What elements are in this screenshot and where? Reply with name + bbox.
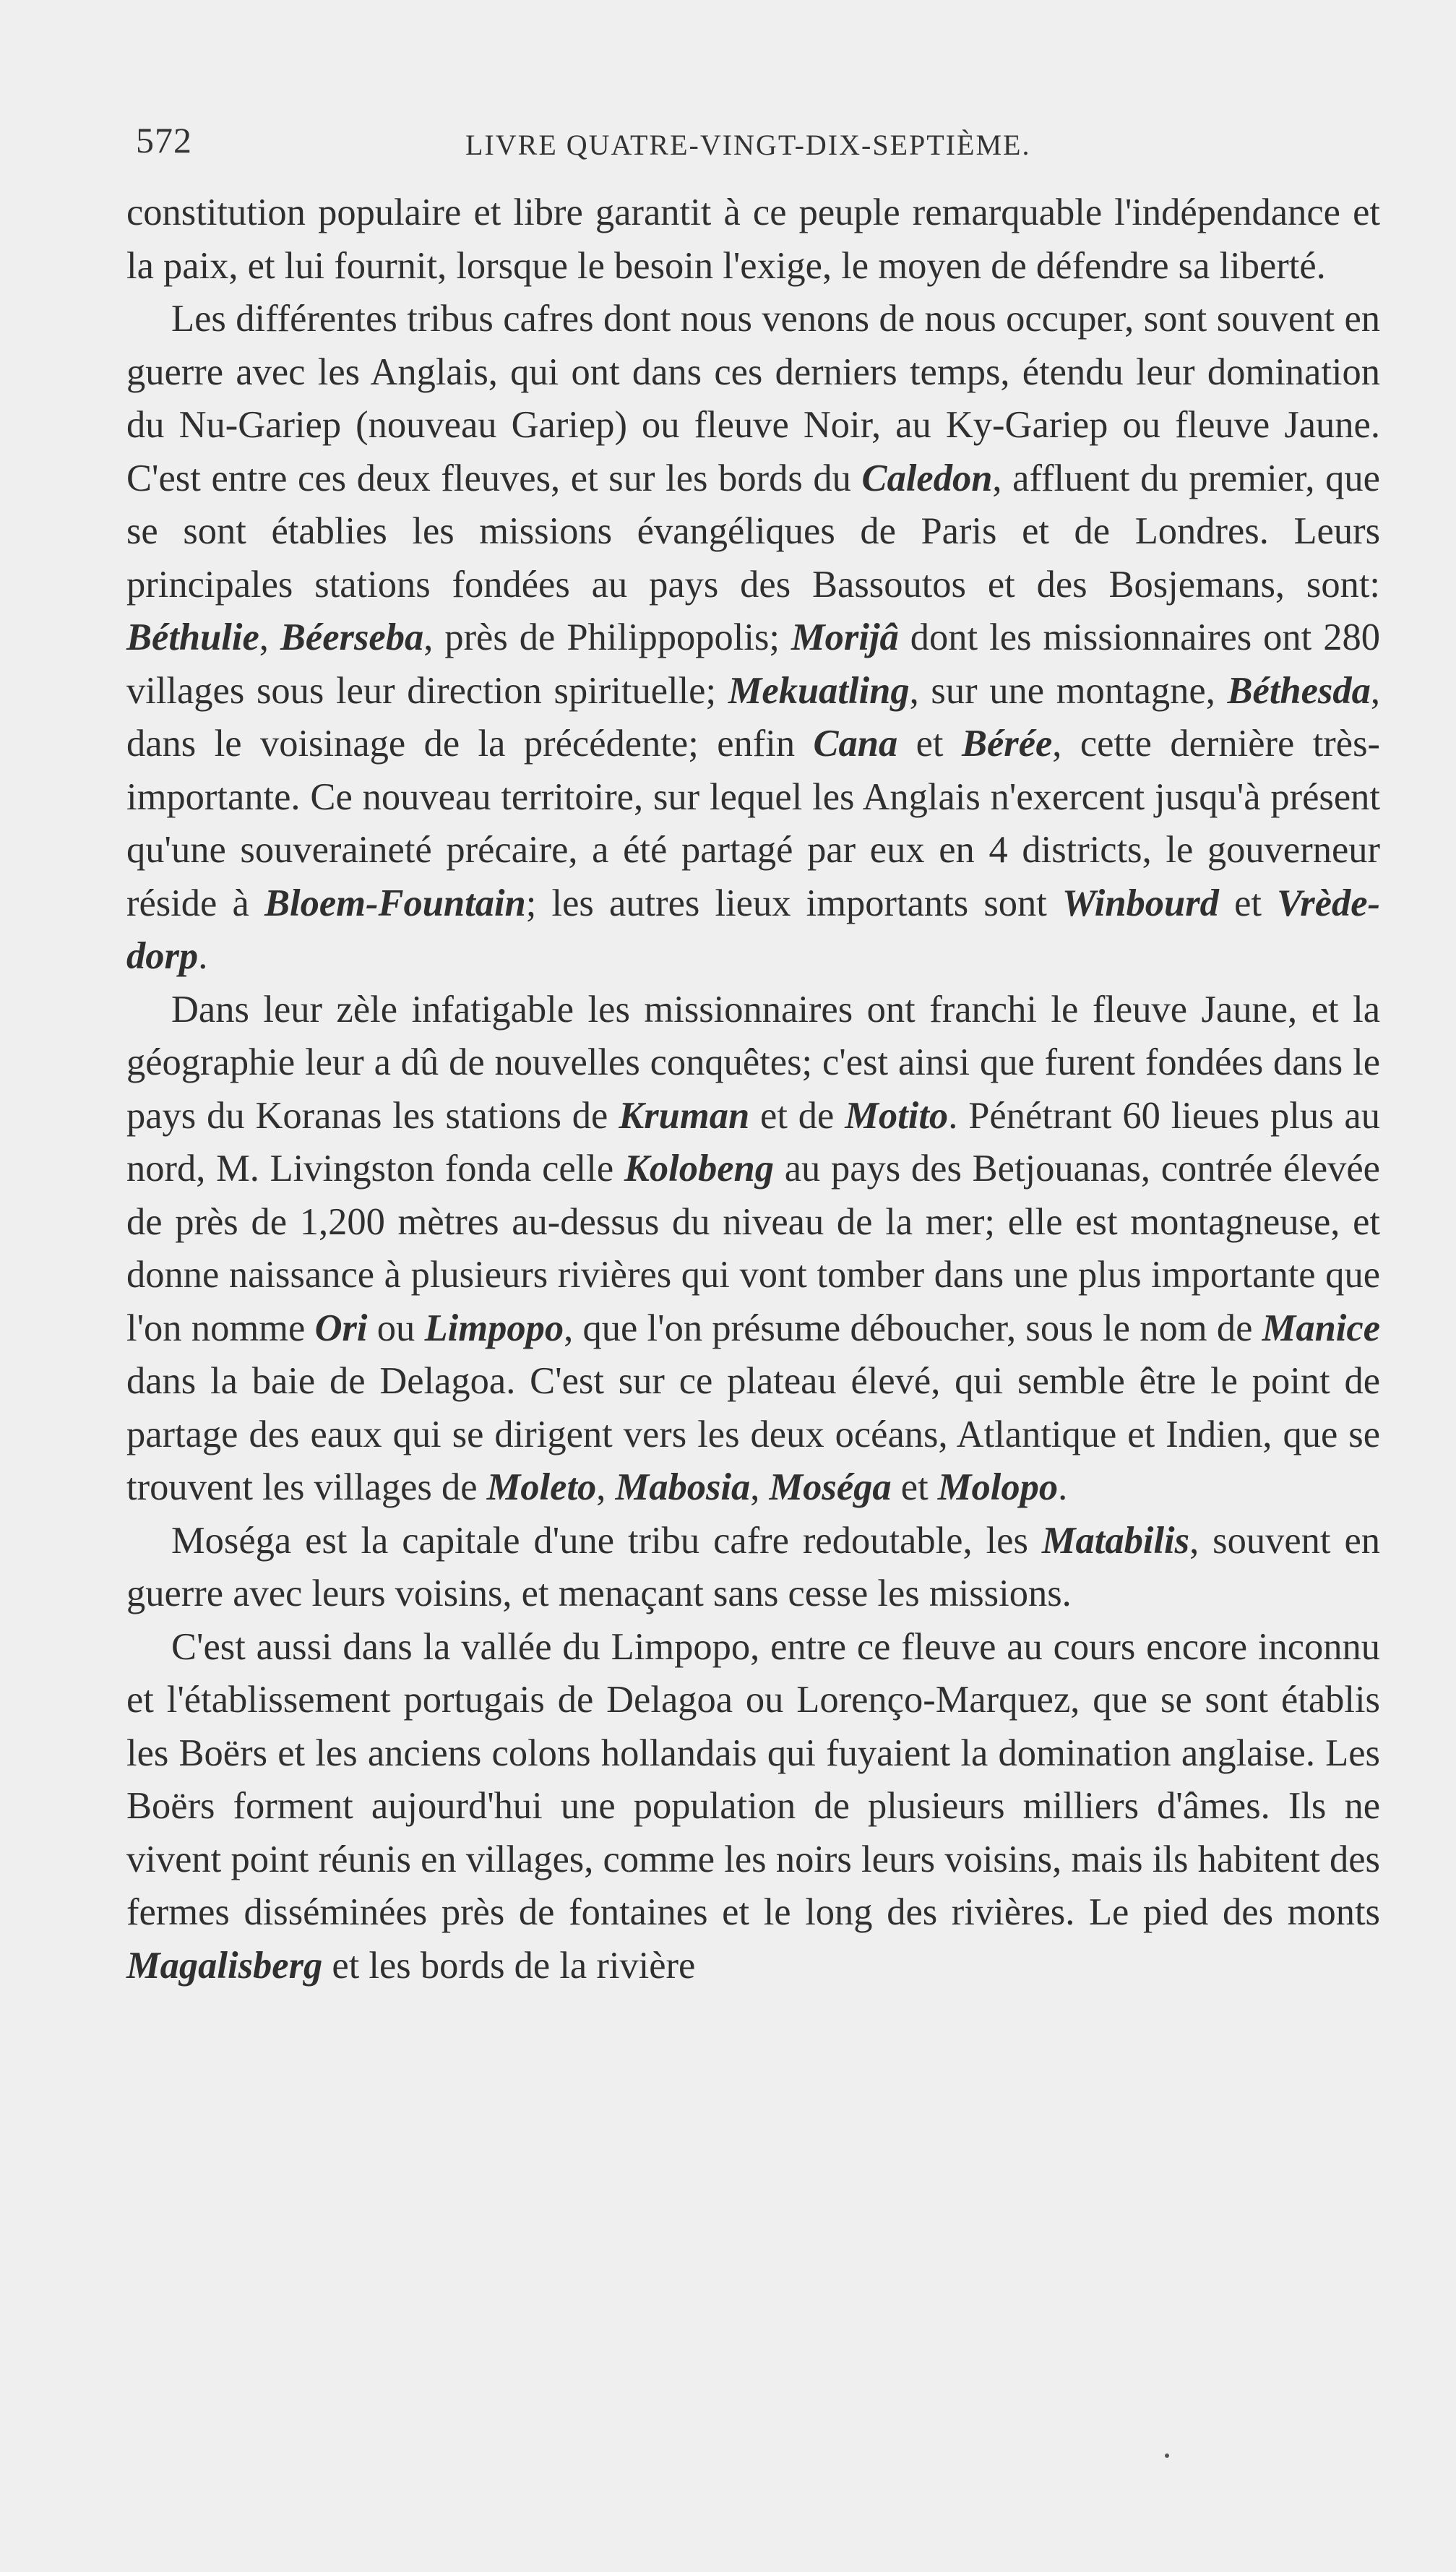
text-run: , cette dernière très-importante. Ce nouveau territoire, sur lequel les Anglais n'exercent jusqu'à présent qu'une souveraineté précaire, a été partagé par eux en 4 districts, le gouverneur réside à — [126, 723, 1380, 924]
paragraph — [126, 293, 1380, 984]
text-run: . — [1058, 1466, 1068, 1508]
running-title: LIVRE QUATRE-VINGT-DIX-SEPTIÈME. — [465, 129, 1031, 161]
text-run: , dans le voisinage de la précédente; enfin — [126, 669, 1380, 765]
ink-speck — [1165, 2453, 1169, 2458]
italic-place-name: Caledon — [861, 457, 993, 499]
italic-place-name: Cana — [813, 723, 898, 765]
text-run: dont les missionnaires ont 280 villages sous leur direction spirituelle; — [126, 616, 1381, 712]
italic-place-name: Béthesda — [1227, 669, 1371, 712]
italic-place-name: Manice — [1262, 1307, 1380, 1349]
italic-place-name: Matabilis — [1041, 1519, 1190, 1562]
italic-place-name: Limpopo — [424, 1307, 564, 1349]
text-run: , souvent en guerre avec leurs voisins, et menaçant sans cesse les missions. — [126, 1519, 1381, 1614]
page-number: 572 — [136, 120, 192, 160]
text-run: . — [198, 935, 208, 977]
text-run: Dans leur zèle infatigable les missionnaires ont franchi le fleuve Jaune, et la géographie leur a dû de nouvelles conquêtes; c'est ainsi que furent fondées dans le pays du Koranas les stations de — [126, 988, 1380, 1137]
italic-place-name: Moséga — [769, 1466, 892, 1508]
text-run: , affluent du premier, que se sont établies les missions évangéliques de Paris et de Londres. Leurs principales stations fondées au pays des Bassoutos et des Bosjemans, sont: — [126, 457, 1380, 606]
text-run: Moséga est la capitale d'une tribu cafre redoutable, les — [171, 1519, 1042, 1562]
page-header — [136, 119, 1379, 170]
paragraph — [126, 1515, 1380, 1621]
text-run: et — [897, 723, 962, 765]
italic-place-name: Molopo — [937, 1466, 1059, 1508]
text-run: constitution populaire et libre garantit à ce peuple remarquable l'indépendance et la paix, et lui fournit, lorsque le besoin l'exige, le moyen de défendre sa liberté. — [126, 192, 1380, 287]
italic-place-name: Ori — [314, 1307, 368, 1349]
paragraph — [126, 984, 1380, 1515]
text-run: au pays des Betjouanas, contrée élevée de près de 1,200 mètres au-dessus du niveau de la mer; elle est montagneuse, et donne naissance à plusieurs rivières qui vont tomber dans une plus importante que l'on nomme — [126, 1148, 1380, 1349]
text-run: ou — [367, 1307, 425, 1349]
paragraph — [126, 1621, 1380, 1993]
text-run: Les différentes tribus cafres dont nous venons de nous occuper, sont souvent en guerre avec les Anglais, qui ont dans ces derniers temps, étendu leur domination du Nu-Gariep (nouveau Gariep) ou fleuve Noir, au Ky-Gariep ou fleuve Jaune. C'est entre ces deux fleuves, et sur les bords du — [126, 298, 1380, 499]
text-run: ; les autres lieux importants sont — [525, 882, 1063, 924]
text-run: , — [596, 1466, 616, 1508]
text-run: dans la baie de Delagoa. C'est sur ce plateau élevé, qui semble être le point de partage des eaux qui se dirigent vers les deux océans, Atlantique et Indien, que se trouvent les villages de — [126, 1360, 1380, 1508]
italic-place-name: Motito — [845, 1094, 949, 1137]
body-text — [126, 186, 1380, 1992]
text-run: . Pénétrant 60 lieues plus au nord, M. Livingston fonda celle — [126, 1094, 1380, 1190]
paragraph — [126, 186, 1380, 293]
text-run: et — [891, 1466, 938, 1508]
italic-place-name: Kruman — [619, 1094, 750, 1137]
italic-place-name: Moleto — [486, 1466, 597, 1508]
text-run: C'est aussi dans la vallée du Limpopo, entre ce fleuve au cours encore inconnu et l'établissement portugais de Delagoa ou Lorenço-Marquez, que se sont établis les Boërs et les anciens colons hollandais qui fuyaient la domination anglaise. Les Boërs forment aujourd'hui une population de plusieurs milliers d'âmes. Ils ne vivent point réunis en villages, comme les noirs leurs voisins, mais ils habitent des fermes disséminées près de fontaines et le long des rivières. Le pied des monts — [126, 1625, 1380, 1933]
text-run: et de — [749, 1094, 845, 1137]
text-run: et — [1218, 882, 1278, 924]
italic-place-name: Béthulie — [126, 616, 259, 658]
text-run: , que l'on présume déboucher, sous le nom de — [564, 1307, 1262, 1349]
italic-place-name: Bloem-Fountain — [264, 882, 526, 924]
italic-place-name: Magalisberg — [126, 1944, 323, 1987]
text-run: , — [259, 616, 280, 658]
text-run: , sur une montagne, — [909, 669, 1228, 712]
italic-place-name: Winbourd — [1062, 882, 1219, 924]
text-run: et les bords de la rivière — [322, 1944, 696, 1987]
text-run: , près de Philippopolis; — [423, 616, 791, 658]
italic-place-name: Morijâ — [791, 616, 899, 658]
italic-place-name: Béerseba — [280, 616, 424, 658]
italic-place-name: Bérée — [961, 723, 1053, 765]
text-run: , — [750, 1466, 770, 1508]
italic-place-name: Kolobeng — [624, 1148, 774, 1190]
italic-place-name: Mabosia — [615, 1466, 751, 1508]
italic-place-name: Vrède-dorp — [126, 882, 1381, 977]
italic-place-name: Mekuatling — [728, 669, 910, 712]
